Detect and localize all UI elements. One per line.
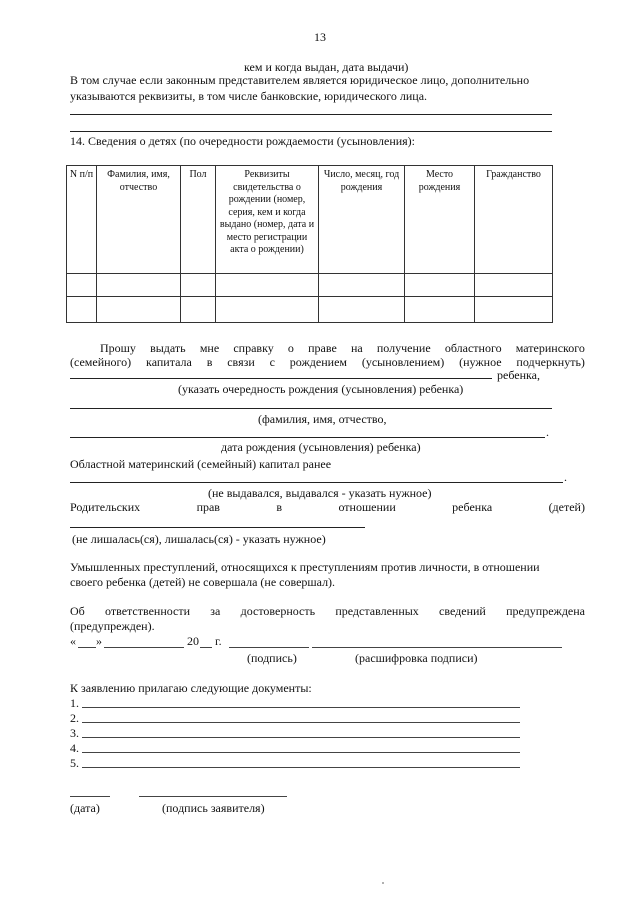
word: представленных	[335, 604, 419, 618]
table-cell[interactable]	[97, 274, 181, 297]
child-birth-entry-line[interactable]	[70, 437, 545, 438]
request-line-2	[70, 355, 585, 369]
word: Родительских	[70, 500, 141, 514]
table-cell[interactable]	[97, 297, 181, 323]
word: в	[276, 500, 283, 514]
word: сведений	[439, 604, 486, 618]
signature-entry-line[interactable]	[229, 647, 309, 648]
table-cell[interactable]	[216, 274, 319, 297]
word: достоверность	[240, 604, 316, 618]
capital-label: Областной материнский (семейный) капитал ранее	[70, 457, 332, 471]
word: (усыновлением)	[361, 355, 445, 369]
legal-rep-note-line2: указываются реквизиты, в том числе банковские, юридического лица.	[70, 89, 428, 103]
table-cell[interactable]	[67, 274, 97, 297]
issued-by-caption: кем и когда выдан, дата выдачи)	[244, 60, 409, 74]
table-cell[interactable]	[67, 297, 97, 323]
word: прав	[196, 500, 220, 514]
column-header-birth-place: Место рождения	[405, 166, 475, 274]
table-cell[interactable]	[319, 297, 405, 323]
request-line-1	[100, 341, 585, 355]
table-row	[67, 274, 553, 297]
table-cell[interactable]	[181, 274, 216, 297]
word: в	[206, 355, 213, 369]
table-row	[67, 297, 553, 323]
word: предупреждена	[506, 604, 585, 618]
word: Об	[70, 604, 85, 618]
word: мне	[199, 341, 220, 355]
child-name-caption: (фамилия, имя, отчество,	[258, 412, 387, 426]
child-order-caption: (указать очередность рождения (усыновления) ребенка)	[178, 382, 464, 396]
column-header-sex: Пол	[181, 166, 216, 274]
word: капитала	[146, 355, 192, 369]
word: с	[269, 355, 275, 369]
parental-rights-caption: (не лишалась(ся), лишалась(ся) - указать нужное)	[72, 532, 326, 546]
responsibility-line-1	[70, 604, 585, 618]
crimes-line-2: своего ребенка (детей) не совершала (не совершал).	[70, 575, 336, 589]
crimes-line-1: Умышленных преступлений, относящихся к преступлениям против личности, в отношении	[70, 560, 540, 574]
word: подчеркнуть)	[516, 355, 585, 369]
word: ответственности	[105, 604, 191, 618]
document-entry-line[interactable]	[82, 722, 520, 723]
legal-rep-entry-line-1[interactable]	[70, 114, 552, 115]
word: праве	[308, 341, 337, 355]
responsibility-line-2: (предупрежден).	[70, 619, 155, 633]
document-entry-line[interactable]	[82, 737, 520, 738]
column-header-citizenship: Гражданство	[475, 166, 553, 274]
word: рождением	[289, 355, 347, 369]
year-suffix: г.	[215, 634, 222, 648]
child-birth-period: .	[546, 425, 549, 439]
page-number: 13	[314, 30, 326, 44]
word: о	[287, 341, 294, 355]
document-item-number: 1.	[70, 696, 79, 710]
capital-period: .	[564, 470, 567, 484]
parental-rights-line	[70, 500, 585, 514]
children-table-header-row	[67, 166, 553, 274]
capital-entry-line[interactable]	[70, 482, 563, 483]
legal-rep-note-line1: В том случае если законным представителем является юридическое лицо, дополнительно	[70, 73, 530, 87]
month-entry-line[interactable]	[104, 647, 184, 648]
word: на	[350, 341, 363, 355]
word: выдать	[150, 341, 186, 355]
child-birth-caption: дата рождения (усыновления) ребенка)	[221, 440, 421, 454]
date-close-quote: »	[96, 634, 102, 648]
column-header-birth-date: Число, месяц, год рождения	[319, 166, 405, 274]
scan-speck	[382, 882, 384, 884]
word: ребенка	[452, 500, 493, 514]
table-cell[interactable]	[405, 297, 475, 323]
word: (семейного)	[70, 355, 132, 369]
table-cell[interactable]	[216, 297, 319, 323]
word: справку	[233, 341, 274, 355]
word: за	[210, 604, 221, 618]
column-header-birth-certificate: Реквизиты свидетельства о рождении (номер, серия, кем и когда выдано (номер, дата и место регистрации акта о рождении)	[216, 166, 319, 274]
document-entry-line[interactable]	[82, 752, 520, 753]
date-open-quote: «	[70, 634, 76, 648]
word: отношении	[338, 500, 396, 514]
legal-rep-entry-line-2[interactable]	[70, 131, 552, 132]
word: материнского	[515, 341, 585, 355]
table-cell[interactable]	[181, 297, 216, 323]
child-name-entry-line[interactable]	[70, 408, 552, 409]
year-prefix: 20	[187, 634, 199, 648]
document-item-number: 5.	[70, 756, 79, 770]
document-item-number: 3.	[70, 726, 79, 740]
signature-decoding-caption: (расшифровка подписи)	[355, 651, 478, 665]
day-entry-line[interactable]	[78, 647, 96, 648]
table-cell[interactable]	[475, 297, 553, 323]
document-item-number: 2.	[70, 711, 79, 725]
documents-heading: К заявлению прилагаю следующие документы:	[70, 681, 312, 695]
capital-caption: (не выдавался, выдавался - указать нужное)	[208, 486, 432, 500]
document-entry-line[interactable]	[82, 767, 520, 768]
word: (детей)	[548, 500, 585, 514]
footer-signature-caption: (подпись заявителя)	[162, 801, 265, 815]
children-table	[66, 165, 553, 323]
word: областного	[444, 341, 502, 355]
footer-signature-entry-line[interactable]	[139, 796, 287, 797]
word: (нужное	[459, 355, 502, 369]
column-header-number: N п/п	[67, 166, 97, 274]
table-cell[interactable]	[405, 274, 475, 297]
year-entry-line[interactable]	[200, 647, 212, 648]
parental-rights-entry-line[interactable]	[70, 527, 365, 528]
column-header-full-name: Фамилия, имя, отчество	[97, 166, 181, 274]
child-suffix: ребенка,	[497, 368, 540, 382]
signature-caption: (подпись)	[247, 651, 297, 665]
document-entry-line[interactable]	[82, 707, 520, 708]
document-item-number: 4.	[70, 741, 79, 755]
child-order-entry-line[interactable]	[70, 378, 492, 379]
children-section-heading: 14. Сведения о детях (по очередности рождаемости (усыновления):	[70, 134, 416, 148]
word: получение	[376, 341, 431, 355]
signature-decoding-entry-line[interactable]	[312, 647, 562, 648]
footer-date-caption: (дата)	[70, 801, 100, 815]
word: Прошу	[100, 341, 136, 355]
table-cell[interactable]	[475, 274, 553, 297]
table-cell[interactable]	[319, 274, 405, 297]
word: связи	[227, 355, 255, 369]
footer-date-entry-line[interactable]	[70, 796, 110, 797]
